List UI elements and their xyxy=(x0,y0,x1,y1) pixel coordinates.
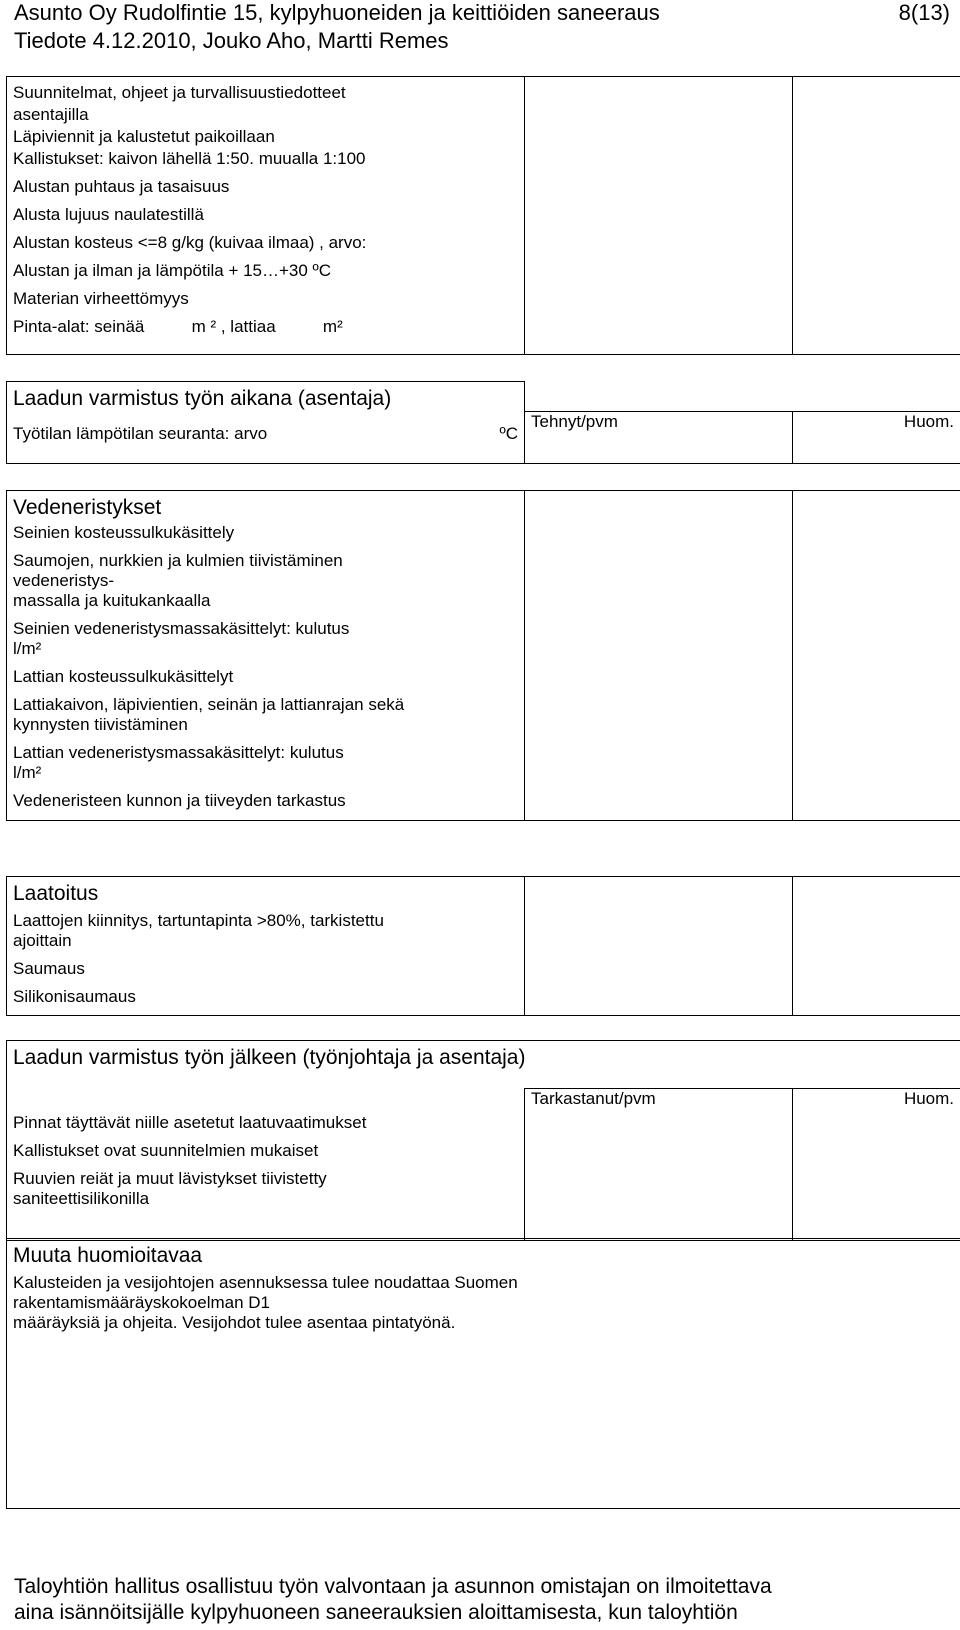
other-line: Kalusteiden ja vesijohtojen asennuksessa tulee noudattaa Suomen xyxy=(13,1273,518,1292)
wp-item: kynnysten tiivistäminen xyxy=(13,715,188,734)
prep-item: Suunnitelmat, ohjeet ja turvallisuustiedotteet xyxy=(13,83,346,102)
section-title-other: Muuta huomioitavaa xyxy=(13,1244,203,1267)
prep-item: Alustan kosteus <=8 g/kg (kuivaa ilmaa) , arvo: xyxy=(13,233,367,252)
prep-item: Kallistukset: kaivon lähellä 1:50. muualla 1:100 xyxy=(13,149,366,168)
wp-item: Lattiakaivon, läpivientien, seinän ja lattianrajan sekä xyxy=(13,695,405,714)
wp-item: Vedeneristeen kunnon ja tiiveyden tarkastus xyxy=(13,791,346,810)
after-item: Ruuvien reiät ja muut lävistykset tiivistetty xyxy=(13,1168,327,1188)
after-work-items xyxy=(7,1089,525,1241)
col-header-checked: Tarkastanut/pvm xyxy=(531,1089,656,1108)
tiling-table xyxy=(6,876,960,1016)
tiling-note-cell[interactable] xyxy=(793,877,960,1016)
prep-done-cell[interactable] xyxy=(525,77,793,355)
temperature-unit: ºC xyxy=(499,424,518,443)
waterproofing-table xyxy=(6,490,960,821)
after-work-title-cell xyxy=(7,1041,960,1089)
preparation-table xyxy=(6,76,960,355)
col-header-done: Tehnyt/pvm xyxy=(525,412,793,464)
wp-item: vedeneristys- xyxy=(13,571,115,590)
wp-item: l/m² xyxy=(13,639,42,658)
section-title-tiling: Laatoitus xyxy=(13,882,99,905)
prep-item: Alustan ja ilman ja lämpötila + 15…+30 ºC xyxy=(13,261,332,280)
tiling-item: Saumaus xyxy=(13,959,85,978)
after-note-cell[interactable] xyxy=(793,1089,960,1241)
document-subtitle: Tiedote 4.12.2010, Jouko Aho, Martti Remes xyxy=(14,28,449,53)
section-title-after: Laadun varmistus työn jälkeen (työnjohtaja ja asentaja) xyxy=(13,1046,526,1069)
wp-item: Seinien vedeneristysmassakäsittelyt: kulutus xyxy=(13,619,350,638)
prep-item: Alustan puhtaus ja tasaisuus xyxy=(13,177,230,196)
during-work-header xyxy=(7,382,525,464)
prep-item-areas: Pinta-alat: seinää m ² , lattiaa m² xyxy=(13,317,343,336)
after-item: saniteettisilikonilla xyxy=(13,1188,150,1208)
other-line: määräyksiä ja ohjeita. Vesijohdot tulee asentaa pintatyönä. xyxy=(13,1313,456,1332)
prep-note-cell[interactable] xyxy=(793,77,960,355)
prep-item: Läpiviennit ja kalustetut paikoillaan xyxy=(13,127,275,146)
wp-item: l/m² xyxy=(13,763,42,782)
after-item: Kallistukset ovat suunnitelmien mukaiset xyxy=(13,1140,319,1160)
waterproofing-items xyxy=(7,491,525,821)
tiling-items xyxy=(7,877,525,1016)
page-number: 8(13) xyxy=(898,0,950,25)
temperature-label: Työtilan lämpötilan seuranta: arvo xyxy=(13,424,268,443)
during-work-table xyxy=(6,381,960,464)
other-notes-cell xyxy=(7,1239,960,1509)
footer-paragraph-line2: aina isännöitsijälle kylpyhuoneen saneerauksien aloittamisesta, kun taloyhtiön xyxy=(14,1601,738,1624)
preparation-items xyxy=(7,77,525,355)
footer-paragraph-line1: Taloyhtiön hallitus osallistuu työn valvontaan ja asunnon omistajan on ilmoitettava xyxy=(14,1575,772,1598)
wp-done-cell[interactable] xyxy=(525,491,793,821)
after-work-table xyxy=(6,1040,960,1241)
other-line: rakentamismääräyskokoelman D1 xyxy=(13,1293,270,1312)
tiling-item: Silikonisaumaus xyxy=(13,987,136,1006)
after-checked-cell[interactable] xyxy=(525,1089,793,1241)
section-title-waterproofing: Vedeneristykset xyxy=(13,496,162,519)
wp-item: massalla ja kuitukankaalla xyxy=(13,591,211,610)
prep-item: Alusta lujuus naulatestillä xyxy=(13,205,204,224)
section-title-during: Laadun varmistus työn aikana (asentaja) xyxy=(13,387,392,410)
tiling-item: ajoittain xyxy=(13,931,72,950)
document-title: Asunto Oy Rudolfintie 15, kylpyhuoneiden ja keittiöiden saneeraus xyxy=(14,0,660,25)
prep-item: Materian virheettömyys xyxy=(13,289,189,308)
col-header-note-after: Huom. xyxy=(903,1089,955,1108)
tiling-item: Laattojen kiinnitys, tartuntapinta >80%, tarkistettu xyxy=(13,911,384,930)
wp-note-cell[interactable] xyxy=(793,491,960,821)
other-notes-table xyxy=(6,1238,960,1509)
wp-item: Lattian kosteussulkukäsittelyt xyxy=(13,667,234,686)
prep-item: asentajilla xyxy=(13,105,89,124)
after-item: Pinnat täyttävät niille asetetut laatuvaatimukset xyxy=(13,1112,367,1132)
temperature-row xyxy=(13,424,518,444)
wp-item: Saumojen, nurkkien ja kulmien tiivistäminen xyxy=(13,551,343,570)
wp-item: Seinien kosteussulkukäsittely xyxy=(13,523,235,542)
col-header-note: Huom. xyxy=(793,412,960,464)
wp-item: Lattian vedeneristysmassakäsittelyt: kulutus xyxy=(13,743,344,762)
tiling-done-cell[interactable] xyxy=(525,877,793,1016)
